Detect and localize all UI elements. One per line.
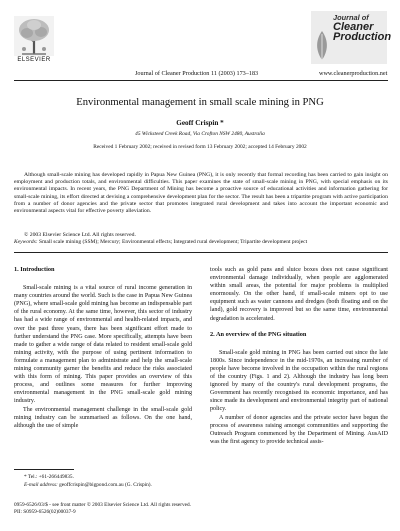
intro-paragraph-2: The environmental management challenge in the small-scale gold mining industry can be summarised as follows. On the one hand, although the use of simple: [14, 406, 192, 429]
author-affiliation: 45 Wicksteed Creek Road, Via Crofton NSW 2480, Australia: [135, 131, 265, 137]
overview-paragraph-1: Small-scale gold mining in PNG has been carried out since the late 1800s. Since independence in the mid-1970s, an increasing number of people have become involved in the occupation within the rural regions of the country (Figs. 1 and 2). Although the industry has long been ignored by many of the country's rural development programs, the Government has recently recognised its economic importance, and has since made its development and environmental integrity part of national policy.: [210, 349, 388, 413]
author-name: Geoff Crispin *: [176, 119, 224, 127]
email-label: E-mail address:: [24, 482, 58, 488]
left-column: [14, 266, 192, 430]
email-address[interactable]: geoffcrispin@bigpond.com.au (G. Crispin).: [59, 482, 152, 488]
footnote-email: [24, 482, 152, 488]
keywords: [14, 239, 388, 245]
section-heading-overview: 2. An overview of the PNG situation: [210, 330, 307, 338]
pii-line: PII: S0959-6526(02)00037-9: [14, 509, 76, 515]
right-column: [210, 266, 388, 446]
abstract-copyright: © 2003 Elsevier Science Ltd. All rights reserved.: [24, 232, 136, 238]
article-title: Environmental management in small scale mining in PNG: [76, 97, 324, 108]
journal-name: Cleaner Production: [333, 21, 392, 43]
overview-paragraph-2: A number of donor agencies and the private sector have begun the process of awareness raising amongst communities and supporting the Outreach Program commenced by the Department of Mining. AusAID was the first agency to provide technical assis-: [210, 414, 388, 445]
section-heading-introduction: 1. Introduction: [14, 266, 55, 273]
intro-paragraph-2-continued: tools such as gold pans and sluice boxes does not cause significant environmental damage individually, when people are agglomerated within small areas, the potential for major problems is multiplied enormously. On the other hand, if small-scale miners opt to use equipment such as water cannons and dredges (both floating and on the land), gold recovery is improved but so the same time, environmental degradation is accelerated.: [210, 267, 388, 322]
keywords-label: Keywords:: [14, 239, 38, 245]
header-divider: [14, 80, 388, 81]
tree-icon: [14, 16, 54, 56]
publisher-name: ELSEVIER: [17, 57, 51, 63]
journal-citation: Journal of Cleaner Production 11 (2003) 173–183: [135, 70, 259, 77]
journal-logo: [311, 11, 392, 64]
journal-url[interactable]: www.cleanerproduction.net: [319, 70, 388, 77]
footnote-divider: [14, 469, 74, 470]
leaf-icon: [314, 29, 330, 61]
abstract-text: Although small-scale mining has developed rapidly in Papua New Guinea (PNG), it is only recently that formal recording has been carried to gain insight on employment and production totals, and environmental difficulties. This paper examines the state of small-scale mining in PNG, with special emphasis on its environmental impacts. In recent years, the PNG Department of Mining has become a proactive source of educational activities and information gathering for small-scale mining, its effort directed at devising a comprehensive development plan for the sector. The result has been a tripartite program with active participation from a number of donor agencies and the private sector that promotes integrated rural development and takes into account the important economic and environmental aspects vital for effective poverty alleviation.: [14, 172, 388, 215]
received-dates: Received 1 February 2002; received in revised form 13 February 2002; accepted 14 February 2002: [93, 144, 307, 150]
footnote-telephone: * Tel.: +61-266449835.: [24, 474, 74, 480]
intro-paragraph-1: Small-scale mining is a vital source of rural income generation in many countries around the world. Such is the case in Papua New Guinea (PNG), where small-scale gold mining has become an indispensable part of the rural economy. At the same time, however, this sector of industry has had a wide range of environmental and health-related impacts, and over the past three years, there has been significant effort made to further understand the PNG case. More specifically, attempts have been made to gather a wide range of data related to resident small-scale gold mining activity, with the purpose of using pertinent information to formulate a management plan to administrate and help the small-scale mining community garner the benefits and reduce the risks associated with this form of mining. This paper provides an overview of this process, and outlines some measures for further improving environmental management in the PNG small-scale gold mining industry.: [14, 285, 192, 405]
abstract-divider: [14, 252, 388, 253]
issn-line: 0959-6526/03/$ - see front matter © 2003 Elsevier Science Ltd. All rights reserved.: [14, 502, 192, 508]
keywords-list: Small scale mining (SSM); Mercury; Environmental effects; Integrated rural development; Tripartite development project: [39, 239, 308, 245]
journal-of-label: Journal of: [333, 13, 369, 22]
